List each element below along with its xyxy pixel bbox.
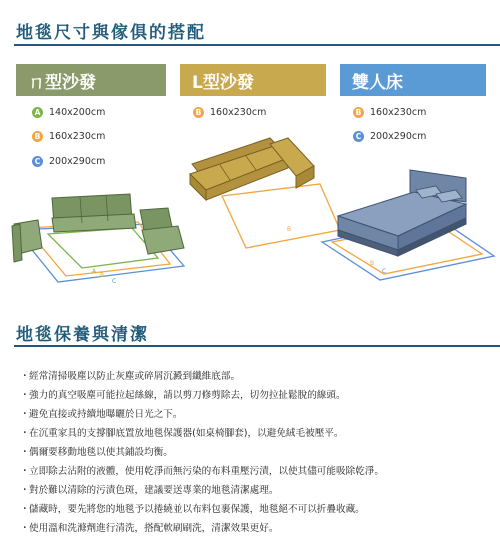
section-title-size: 地毯尺寸與傢俱的搭配 bbox=[16, 23, 206, 43]
size-option bbox=[193, 107, 266, 118]
rug-mark-b: B bbox=[287, 226, 292, 233]
size-option bbox=[353, 107, 426, 118]
rug-mark-b: B bbox=[100, 272, 105, 279]
section-title-care: 地毯保養與清潔 bbox=[16, 325, 149, 345]
list-item: ・使用溫和洗滌劑進行清洗，搭配軟刷刷洗，清潔效果更好。 bbox=[20, 523, 279, 534]
double-bed-illustration bbox=[318, 160, 496, 285]
column-header-u-sofa: ㄇ型沙發 bbox=[16, 64, 166, 96]
size-label: 200x290cm bbox=[49, 156, 106, 167]
size-label: 140x200cm bbox=[49, 107, 106, 118]
list-item: ・強力的真空吸塵可能拉起絲線，請以剪刀修剪除去，切勿拉扯鬆脫的線頭。 bbox=[20, 390, 346, 401]
size-label: 160x230cm bbox=[370, 107, 427, 118]
size-option bbox=[32, 156, 105, 167]
section-divider bbox=[14, 345, 500, 347]
badge-b-icon: B bbox=[32, 131, 43, 142]
rug-mark-a: A bbox=[92, 268, 97, 275]
list-item: ・立即除去沾附的液體，使用乾淨而無污染的布料重壓污漬，以使其儘可能吸除乾淨。 bbox=[20, 466, 384, 477]
badge-c-icon: C bbox=[353, 131, 364, 142]
rug-outline-a bbox=[48, 228, 158, 268]
rug-mark-c: C bbox=[382, 268, 387, 275]
u-sofa-illustration bbox=[8, 188, 188, 293]
badge-b-icon: B bbox=[353, 107, 364, 118]
badge-a-icon: A bbox=[32, 107, 43, 118]
list-item: ・經常清掃吸塵以防止灰塵或碎屑沉澱到纖維底部。 bbox=[20, 371, 241, 382]
section-divider bbox=[14, 44, 500, 46]
column-header-double-bed: 雙人床 bbox=[340, 64, 486, 96]
badge-c-icon: C bbox=[32, 156, 43, 167]
size-label: 160x230cm bbox=[210, 107, 267, 118]
size-label: 160x230cm bbox=[49, 131, 106, 142]
column-header-l-sofa: L型沙發 bbox=[180, 64, 326, 96]
rug-mark-b: B bbox=[370, 260, 375, 267]
list-item: ・對於難以清除的污漬色斑，建議要送專業的地毯清潔處理。 bbox=[20, 485, 279, 496]
list-item: ・偶爾要移動地毯以使其鋪設均衡。 bbox=[20, 447, 173, 458]
size-option bbox=[32, 107, 105, 118]
list-item: ・避免直接或持續地曝曬於日光之下。 bbox=[20, 409, 183, 420]
size-option bbox=[353, 131, 426, 142]
care-tips-list bbox=[20, 367, 490, 538]
list-item: ・儲藏時，要先將您的地毯予以捲繞並以布料包裹保護，地毯絕不可以折疊收藏。 bbox=[20, 504, 365, 515]
size-label: 200x290cm bbox=[370, 131, 427, 142]
badge-b-icon: B bbox=[193, 107, 204, 118]
size-option bbox=[32, 131, 105, 142]
rug-mark-c: C bbox=[112, 278, 117, 285]
list-item: ・在沉重家具的支撐腳底置放地毯保護器(如桌椅腳套)，以避免絨毛被壓平。 bbox=[20, 428, 344, 439]
